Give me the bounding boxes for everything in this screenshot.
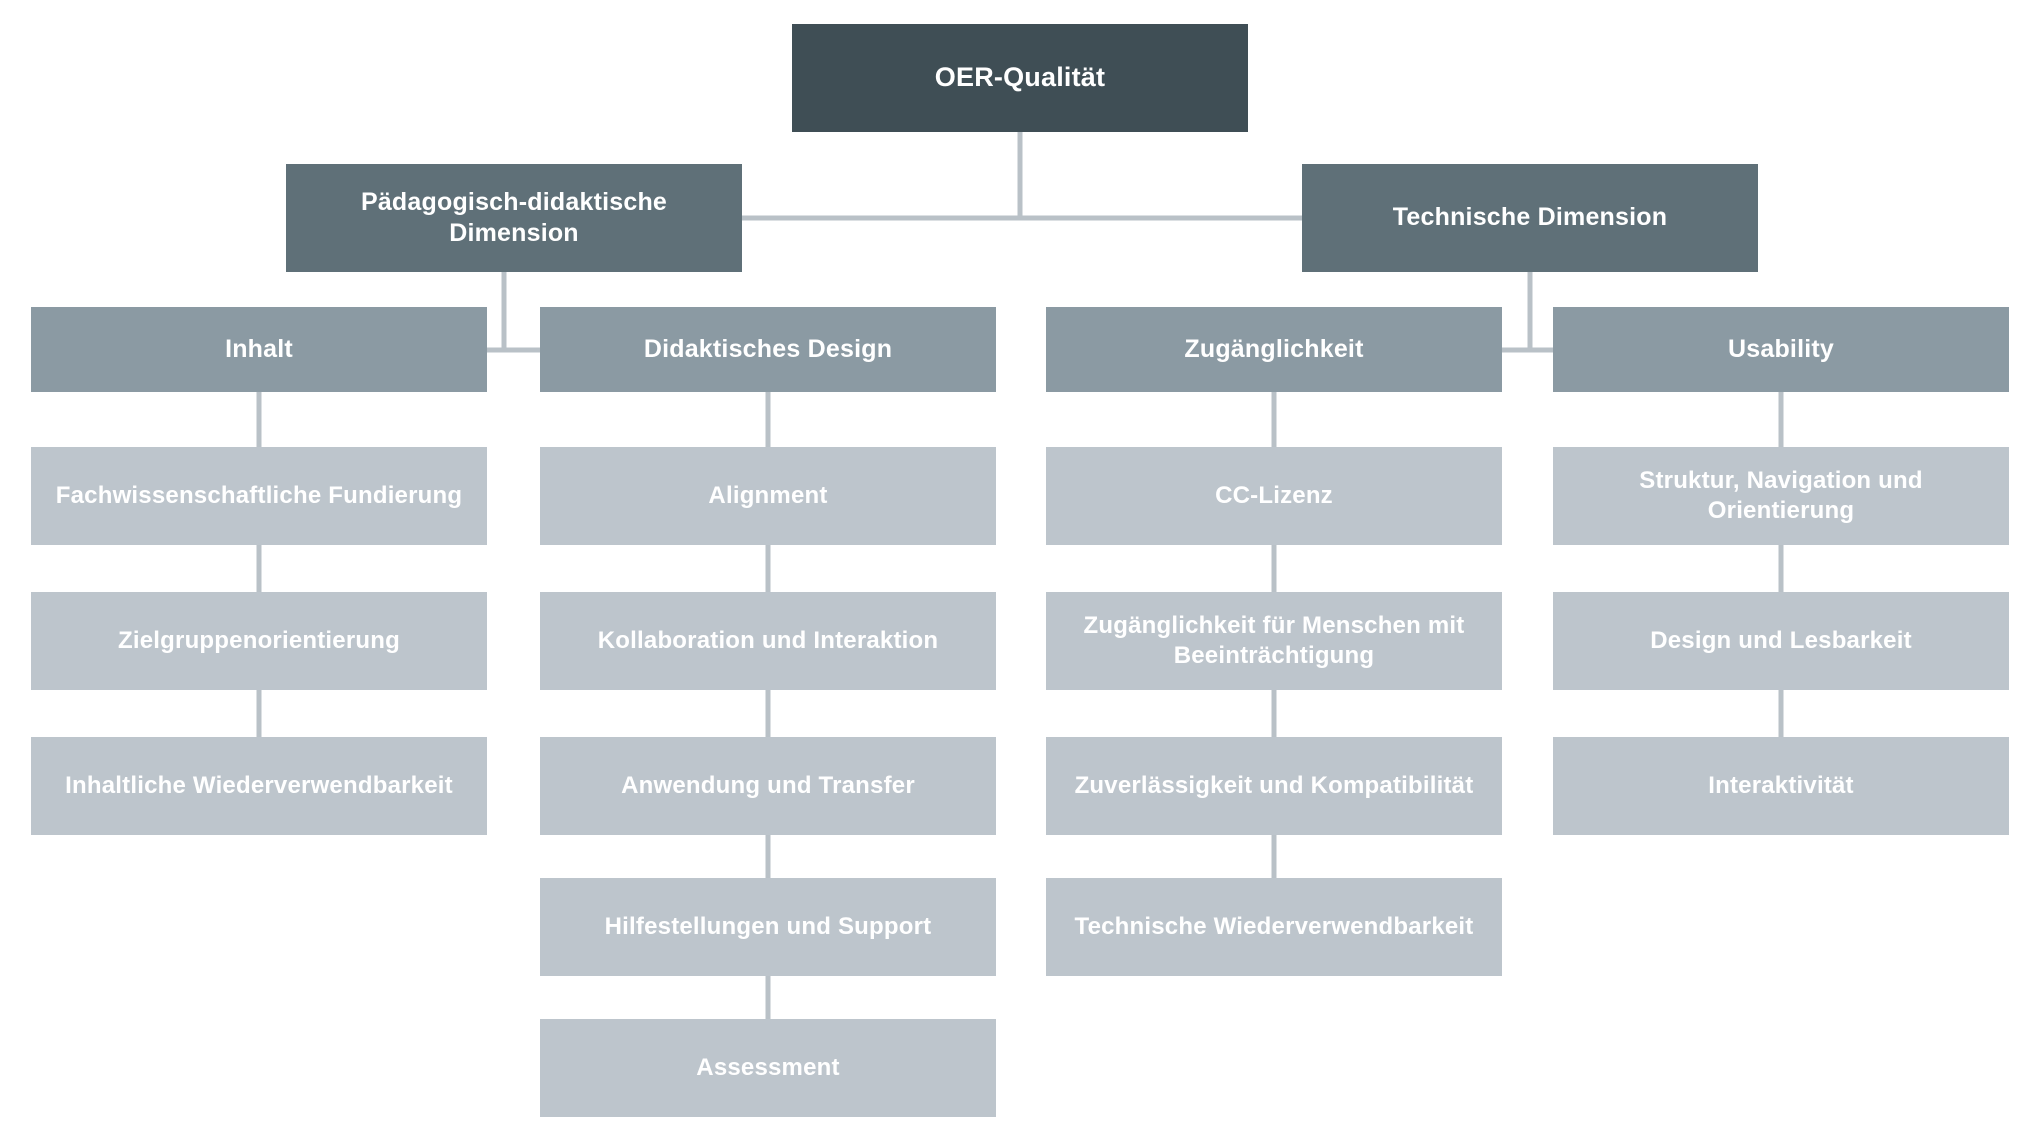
node-cat-didaktik: [540, 307, 996, 392]
node-i-1-2: [31, 592, 487, 690]
node-i-3-4: [1046, 878, 1502, 976]
node-label: Struktur, Navigation und Orientierung: [1639, 467, 1923, 524]
node-i-2-5: [540, 1019, 996, 1117]
node-label: Assessment: [696, 1054, 840, 1081]
node-label: Pädagogisch-didaktische Dimension: [360, 187, 668, 247]
node-i-2-1: [540, 447, 996, 545]
node-i-2-2: [540, 592, 996, 690]
node-label: Fachwissenschaftliche Fundierung: [55, 482, 463, 509]
node-i-4-3: [1553, 737, 2009, 835]
node-label: Technische Dimension: [1392, 203, 1668, 232]
node-label: Design und Lesbarkeit: [1650, 627, 1912, 654]
node-i-2-3: [540, 737, 996, 835]
node-label: Technische Wiederverwendbarkeit: [1074, 913, 1474, 940]
node-label: Interaktivität: [1708, 772, 1854, 799]
node-label: Kollaboration und Interaktion: [597, 627, 939, 654]
node-label: Alignment: [708, 482, 828, 509]
node-label: CC-Lizenz: [1215, 482, 1333, 509]
node-label: OER-Qualität: [934, 62, 1106, 93]
node-cat-usability: [1553, 307, 2009, 392]
node-label: Zielgruppenorientierung: [118, 627, 400, 654]
node-label: Inhaltliche Wiederverwendbarkeit: [65, 772, 453, 799]
node-cat-zugang: [1046, 307, 1502, 392]
node-i-3-1: [1046, 447, 1502, 545]
node-label: Anwendung und Transfer: [621, 772, 915, 799]
node-i-4-2: [1553, 592, 2009, 690]
node-i-1-3: [31, 737, 487, 835]
node-label: Hilfestellungen und Support: [604, 913, 932, 940]
node-root: [792, 24, 1248, 132]
node-i-1-1: [31, 447, 487, 545]
node-label: Zugänglichkeit: [1184, 334, 1364, 363]
node-label: Inhalt: [225, 334, 293, 363]
node-i-3-2: [1046, 592, 1502, 690]
node-label: Usability: [1728, 334, 1834, 363]
node-dim-tech: [1302, 164, 1758, 272]
node-label: Zugänglichkeit für Menschen mit Beeinträchtigung: [1083, 612, 1465, 669]
node-i-3-3: [1046, 737, 1502, 835]
node-i-4-1: [1553, 447, 2009, 545]
node-cat-inhalt: [31, 307, 487, 392]
node-label: Zuverlässigkeit und Kompatibilität: [1074, 772, 1474, 799]
node-dim-paed: [286, 164, 742, 272]
node-i-2-4: [540, 878, 996, 976]
node-label: Didaktisches Design: [643, 334, 893, 363]
